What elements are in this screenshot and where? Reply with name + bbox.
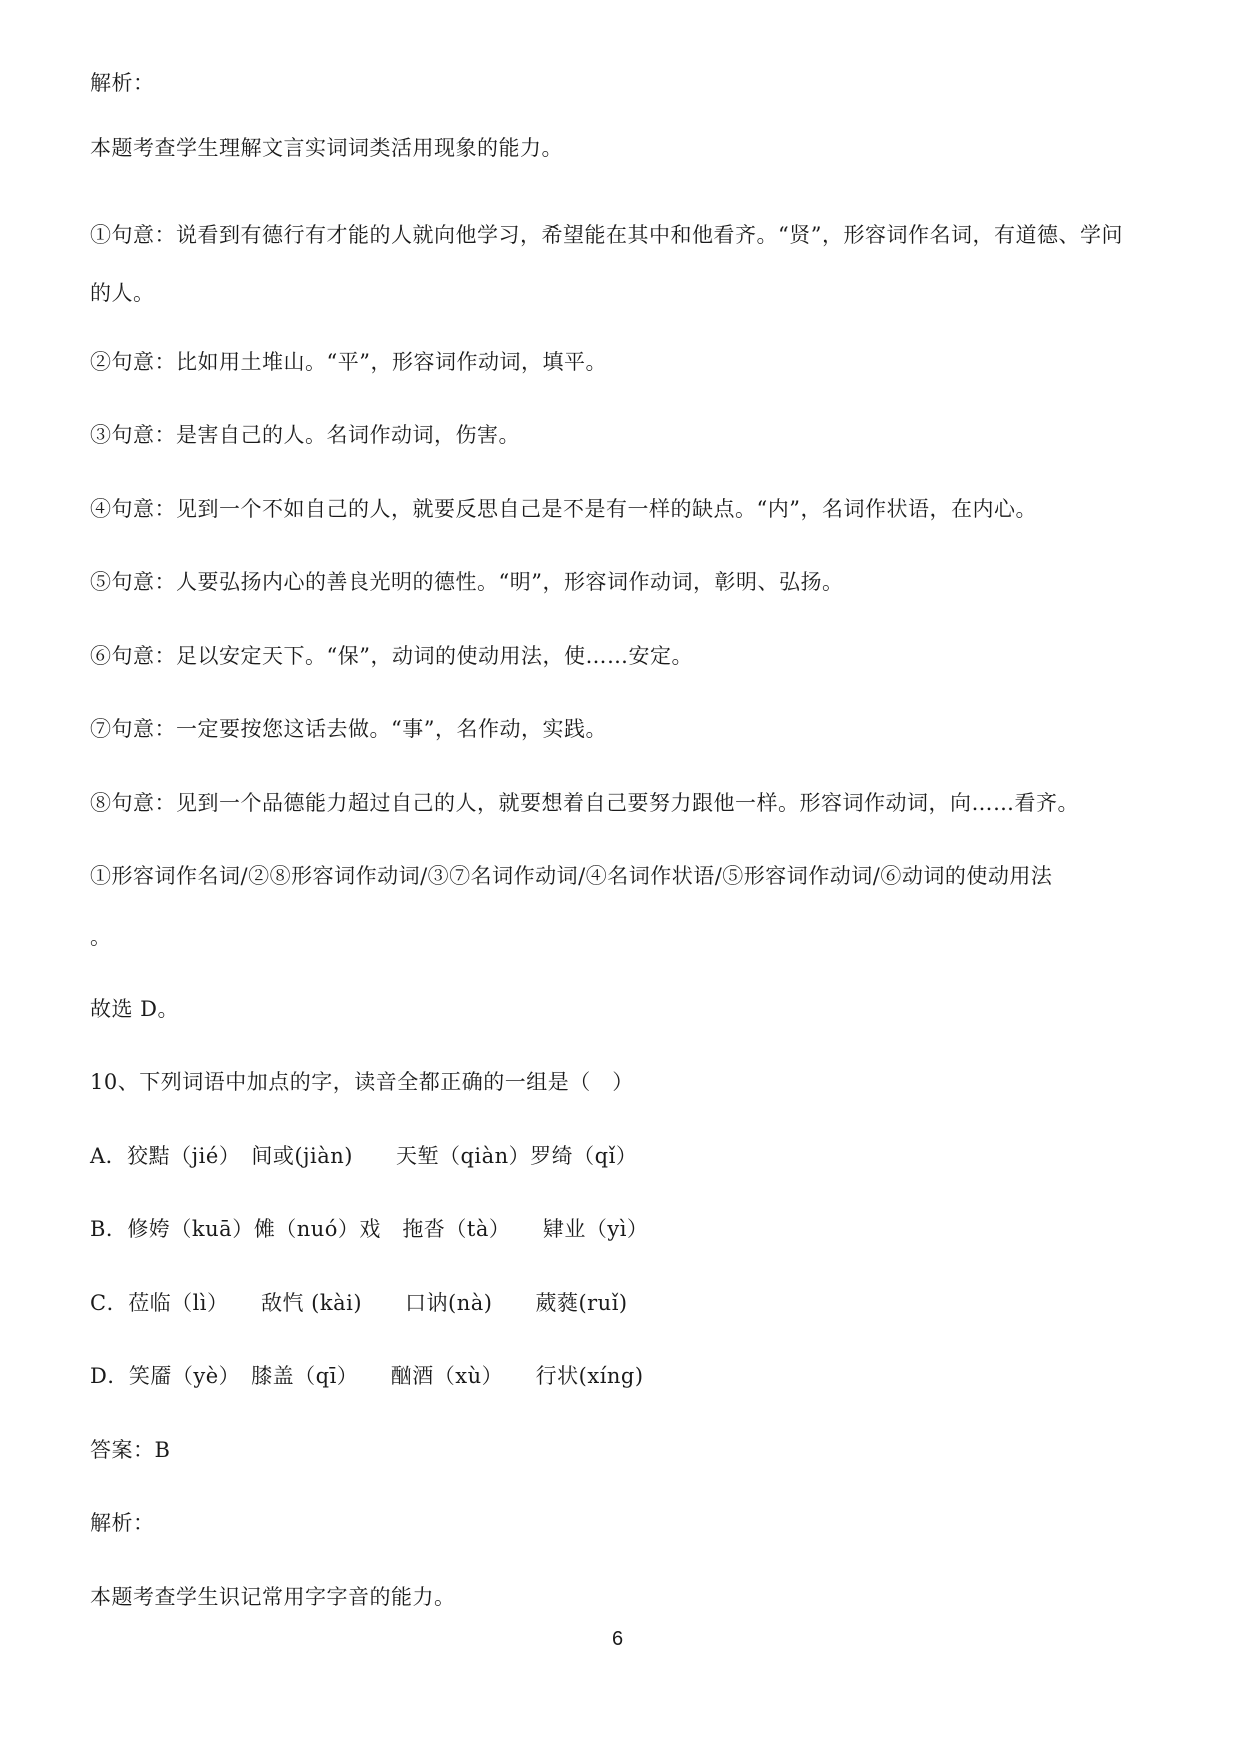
analysis-item-1: ①句意：说看到有德行有才能的人就向他学习，希望能在其中和他看齐。“贤”，形容词作名词，有道德、学问 bbox=[90, 223, 1123, 247]
analysis-item-1-continued: 的人。 bbox=[90, 281, 155, 305]
analysis-item-3: ③句意：是害自己的人。名词作动词，伤害。 bbox=[90, 423, 520, 447]
question-option-a: A．狡黠（jié） 间或(jiàn) 天堑（qiàn）罗绮（qǐ） bbox=[90, 1144, 638, 1168]
answer-choice: 故选 D。 bbox=[90, 997, 180, 1021]
analysis-item-2: ②句意：比如用土堆山。“平”，形容词作动词，填平。 bbox=[90, 350, 607, 374]
question-option-c: C．莅临（lì） 敌忾 (kài) 口讷(nà) 葳蕤(ruǐ) bbox=[90, 1291, 628, 1315]
analysis-item-8: ⑧句意：见到一个品德能力超过自己的人，就要想着自己要努力跟他一样。形容词作动词，向……看齐。 bbox=[90, 791, 1079, 815]
answer-label: 答案：B bbox=[90, 1438, 171, 1462]
analysis-item-7: ⑦句意：一定要按您这话去做。“事”，名作动，实践。 bbox=[90, 717, 607, 741]
page-number: 6 bbox=[611, 1628, 624, 1650]
analysis-item-6: ⑥句意：足以安定天下。“保”，动词的使动用法，使……安定。 bbox=[90, 644, 693, 668]
analysis-summary: 本题考查学生理解文言实词词类活用现象的能力。 bbox=[90, 136, 563, 160]
analysis-item-5: ⑤句意：人要弘扬内心的善良光明的德性。“明”，形容词作动词，彰明、弘扬。 bbox=[90, 570, 844, 594]
question-option-b: B．修姱（kuā）傩（nuó）戏 拖沓（tà） 肄业（yì） bbox=[90, 1217, 649, 1241]
analysis-heading-2: 解析： bbox=[90, 1511, 155, 1535]
analysis-conclusion: ①形容词作名词/②⑧形容词作动词/③⑦名词作动词/④名词作状语/⑤形容词作动词/⑥动词的使动用法 bbox=[90, 864, 1053, 888]
analysis-item-4: ④句意：见到一个不如自己的人，就要反思自己是不是有一样的缺点。“内”，名词作状语，在内心。 bbox=[90, 497, 1037, 521]
analysis-summary-2: 本题考查学生识记常用字字音的能力。 bbox=[90, 1585, 456, 1609]
question-10-prompt: 10、下列词语中加点的字，读音全都正确的一组是（ ） bbox=[90, 1070, 634, 1094]
analysis-conclusion-continued: 。 bbox=[90, 925, 112, 949]
question-option-d: D．笑靥（yè） 膝盖（qī） 酗酒（xù） 行状(xíng) bbox=[90, 1364, 644, 1388]
analysis-heading: 解析： bbox=[90, 71, 155, 95]
